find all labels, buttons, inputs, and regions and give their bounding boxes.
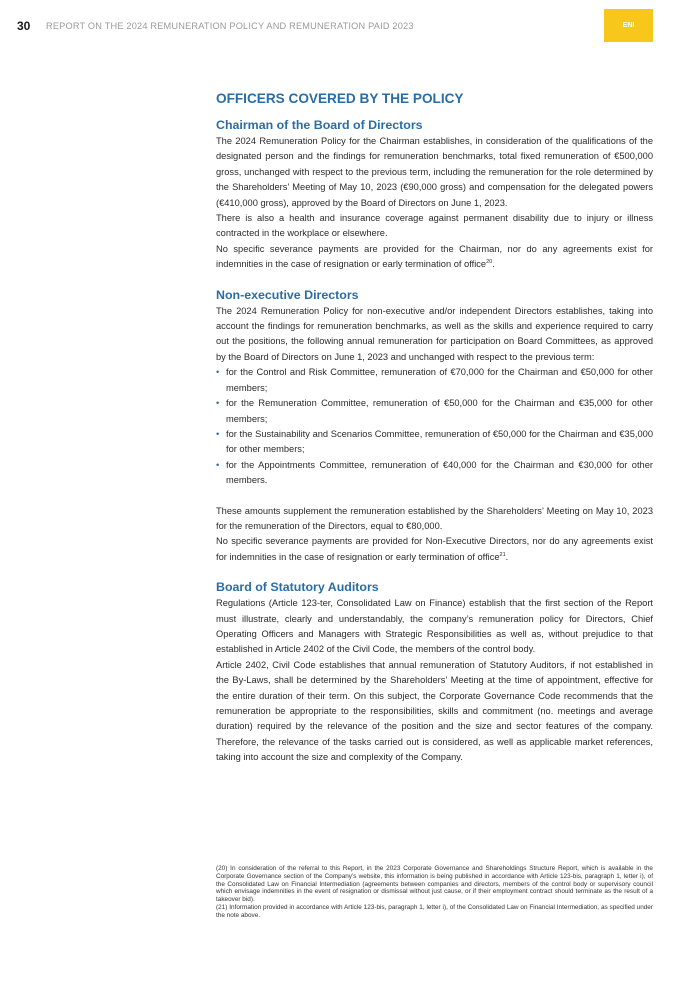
nonexec-paragraph-2: These amounts supplement the remuneration established by the Shareholders’ Meeting on May 10, 2023 for the remuneration of the Directors, equal to €80,000.: [216, 505, 653, 531]
list-item: [216, 396, 653, 427]
section-title: OFFICERS COVERED BY THE POLICY: [216, 91, 464, 106]
list-item: [216, 458, 653, 489]
page-number: 30: [17, 19, 31, 33]
chairman-paragraph-3: [216, 242, 653, 273]
report-title: REPORT ON THE 2024 REMUNERATION POLICY AND REMUNERATION PAID 2023: [46, 21, 414, 31]
bullet-icon: •: [216, 459, 220, 470]
nonexec-paragraph-3-end: .: [505, 551, 509, 562]
list-item-text: for the Remuneration Committee, remuneration of €50,000 for the Chairman and €35,000 for other members;: [226, 398, 653, 424]
list-item-text: for the Sustainability and Scenarios Committee, remuneration of €50,000 for the Chairman and €35,000 for other members;: [226, 428, 653, 455]
footnote-ref-21: 21: [499, 551, 506, 558]
nonexec-heading: Non-executive Directors: [216, 287, 359, 302]
list-item-text: for the Control and Risk Committee, remuneration of €70,000 for the Chairman and €50,000 for other members;: [226, 367, 653, 393]
bullet-icon: •: [216, 367, 220, 378]
list-item-text: for the Appointments Committee, remuneration of €40,000 for the Chairman and €30,000 for other members.: [226, 459, 653, 486]
main-content: [216, 90, 653, 766]
footnote-21: (21) Information provided in accordance with Article 123-bis, paragraph 1, letter i), of the Consolidated Law on Financial Intermediation, as specified under the note above.: [216, 903, 653, 919]
chairman-paragraph-2: There is also a health and insurance coverage against permanent disability due to injury or illness contracted in the workplace or elsewhere.: [216, 213, 653, 239]
bullet-icon: •: [216, 428, 220, 439]
auditors-heading: Board of Statutory Auditors: [216, 580, 379, 595]
list-item: [216, 427, 653, 458]
nonexec-paragraph-3-text: No specific severance payments are provided for Non-Executive Directors, nor do any agreements exist for indemnities in the case of resignation or early termination of office: [216, 536, 653, 562]
nonexec-paragraph-1: The 2024 Remuneration Policy for non-executive and/or independent Directors establishes, taking into account the findings for remuneration benchmarks, as well as the skills and experience required to carry out the positions, the following annual remuneration for participation on Board Committees, as approved by the Board of Directors on June 1, 2023 and unchanged with respect to the previous term:: [216, 305, 653, 362]
committee-list: [216, 365, 653, 488]
auditors-paragraph-2: Article 2402, Civil Code establishes that annual remuneration of Statutory Auditors, if not established in the By-Laws, shall be determined by the Shareholders’ Meeting at the time of appointment, effective for the entire duration of their term. On this subject, the Corporate Governance Code recommends that the remuneration be appropriate to the responsibilities, skills and commitment (no. meetings and average duration) required by the relevance of the position and the size and sector features of the company. Therefore, the relevance of the tasks carried out is considered, as well as applicable market references, taking into account the size and complexity of the Company.: [216, 659, 653, 763]
chairman-paragraph-3-end: .: [492, 259, 495, 270]
company-tab: ENI: [604, 9, 653, 42]
list-item: [216, 365, 653, 396]
chairman-paragraph-3-text: No specific severance payments are provided for the Chairman, nor do any agreements exist for indemnities in the case of resignation or early termination of office: [216, 243, 653, 270]
nonexec-paragraph-3: [216, 534, 653, 565]
footnote-20: (20) In consideration of the referral to this Report, in the 2023 Corporate Governance and Shareholdings Structure Report, which is available in the Corporate Governance section of the Company’s website, this information is being published in accordance with Article 123-bis, paragraph 1, letter i), of the Consolidated Law on Financial Intermediation (agreements between companies and directors, members of the control body or supervisory council which envisage indemnities in the event of resignation or dismissal without just cause, or if their employment contract should terminate as the result of a takeover bid).: [216, 865, 653, 904]
auditors-paragraph-1: Regulations (Article 123-ter, Consolidated Law on Finance) establish that the first section of the Report must illustrate, clearly and understandably, the company’s remuneration policy for Directors, Chief Operating Officers and Managers with Strategic Responsibilities as well as, without prejudice to that established in Article 2402 of the Civil Code, the members of the control body.: [216, 598, 653, 655]
chairman-paragraph-1: The 2024 Remuneration Policy for the Chairman establishes, in consideration of the qualifications of the designated person and the findings for remuneration benchmarks, total fixed remuneration of €500,000 gross, unchanged with respect to the previous term, including the remuneration for the role determined by the Shareholders’ Meeting of May 10, 2023 (€90,000 gross) and compensation for the delegated powers (€410,000 gross), approved by the Board of Directors on June 1, 2023.: [216, 136, 653, 208]
footnote-ref-20: 20: [486, 259, 493, 266]
bullet-icon: •: [216, 398, 220, 409]
chairman-heading: Chairman of the Board of Directors: [216, 118, 423, 132]
footnotes: [216, 865, 653, 920]
